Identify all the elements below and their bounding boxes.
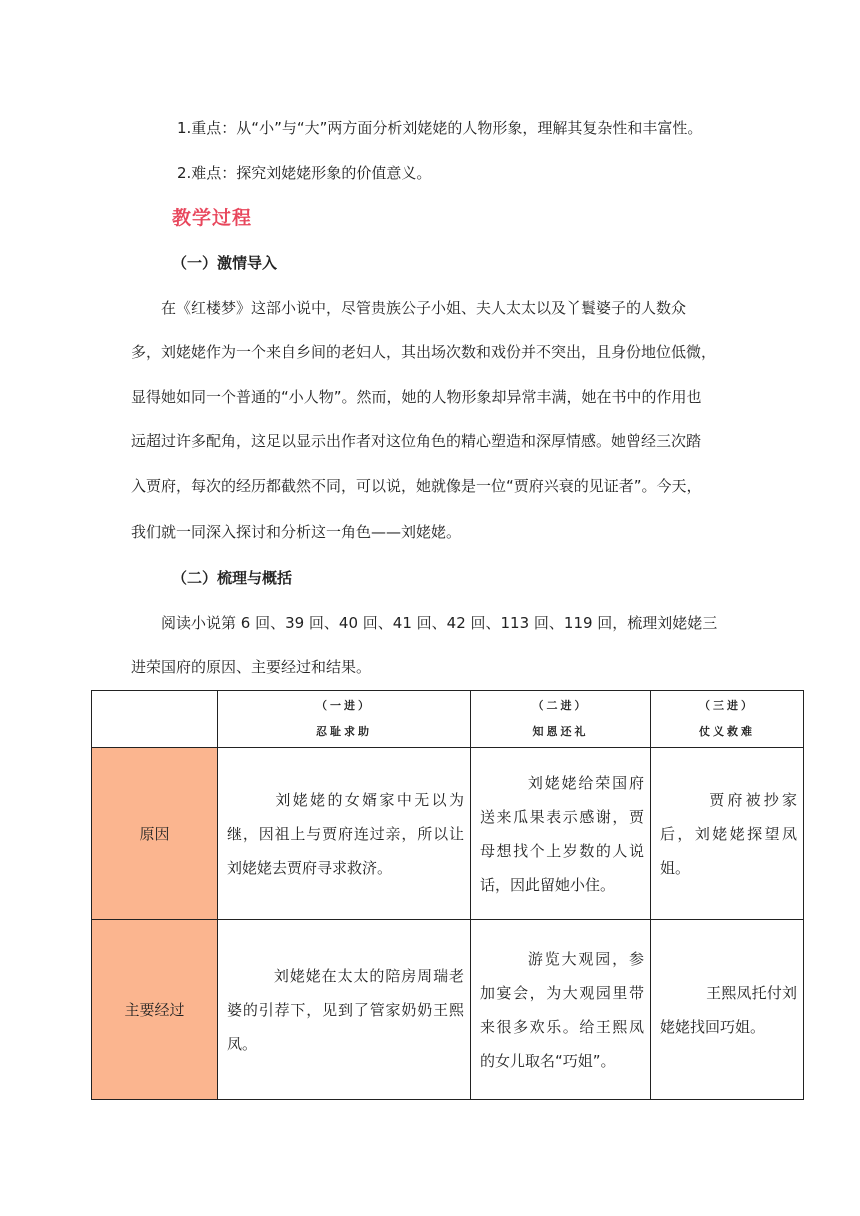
table-cell xyxy=(218,920,471,1100)
cell-text: 王熙凤托付刘姥姥找回巧姐。 xyxy=(660,983,797,1036)
table-cell xyxy=(651,920,804,1100)
section-title: 教学过程 xyxy=(172,207,253,229)
cell-text: 游览大观园，参加宴会，为大观园里带来很多欢乐。给王熙凤的女儿取名“巧姐”。 xyxy=(480,949,644,1070)
col-header-name: 忍耻求助 xyxy=(316,725,372,738)
col-header-num: （二进） xyxy=(532,699,589,712)
cell-text: 贾府被抄家后，刘姥姥探望凤姐。 xyxy=(660,790,797,877)
cell-text: 刘姥姥在太太的陪房周瑞老婆的引荐下，见到了管家奶奶王熙凤。 xyxy=(227,966,464,1053)
process-table xyxy=(91,690,804,1100)
key-point-2: 2.难点：探究刘姥姥形象的价值意义。 xyxy=(177,164,432,182)
intro-line: 入贾府，每次的经历都截然不同，可以说，她就像是一位“贾府兴衰的见证者”。今天， xyxy=(131,477,702,495)
summary-line: 阅读小说第 6 回、39 回、40 回、41 回、42 回、113 回、119 回，梳理刘姥姥三 xyxy=(131,614,718,632)
intro-heading: （一）激情导入 xyxy=(172,254,278,272)
key-point-1: 1.重点：从“小”与“大”两方面分析刘姥姥的人物形象，理解其复杂性和丰富性。 xyxy=(177,119,703,137)
col-header-name: 知恩还礼 xyxy=(532,725,589,738)
col-header-name: 仗义救难 xyxy=(699,725,755,738)
cell-text: 刘姥姥给荣国府送来瓜果表示感谢，贾母想找个上岁数的人说话，因此留她小住。 xyxy=(480,773,644,894)
intro-line: 远超过许多配角，这足以显示出作者对这位角色的精心塑造和深厚情感。她曾经三次踏 xyxy=(131,432,702,450)
col-header-1 xyxy=(218,691,471,748)
col-header-num: （三进） xyxy=(699,699,755,712)
table-row xyxy=(92,920,804,1100)
table-corner-cell xyxy=(92,691,218,748)
row-label-reason: 原因 xyxy=(92,748,218,920)
table-header-row xyxy=(92,691,804,748)
intro-line: 多，刘姥姥作为一个来自乡间的老妇人，其出场次数和戏份并不突出，且身份地位低微， xyxy=(131,343,717,361)
row-label-process: 主要经过 xyxy=(92,920,218,1100)
summary-line: 进荣国府的原因、主要经过和结果。 xyxy=(131,658,372,676)
table-row xyxy=(92,748,804,920)
table-cell xyxy=(471,748,651,920)
table-cell xyxy=(651,748,804,920)
intro-line: 显得她如同一个普通的“小人物”。然而，她的人物形象却异常丰满，她在书中的作用也 xyxy=(131,388,702,406)
table-cell xyxy=(218,748,471,920)
intro-line: 在《红楼梦》这部小说中，尽管贵族公子小姐、夫人太太以及丫鬟婆子的人数众 xyxy=(131,299,687,317)
col-header-2 xyxy=(471,691,651,748)
summary-heading: （二）梳理与概括 xyxy=(172,569,293,587)
cell-text: 刘姥姥的女婿家中无以为继，因祖上与贾府连过亲，所以让刘姥姥去贾府寻求救济。 xyxy=(227,790,464,877)
col-header-num: （一进） xyxy=(316,699,372,712)
col-header-3 xyxy=(651,691,804,748)
table-cell xyxy=(471,920,651,1100)
intro-line: 我们就一同深入探讨和分析这一角色——刘姥姥。 xyxy=(131,523,462,541)
